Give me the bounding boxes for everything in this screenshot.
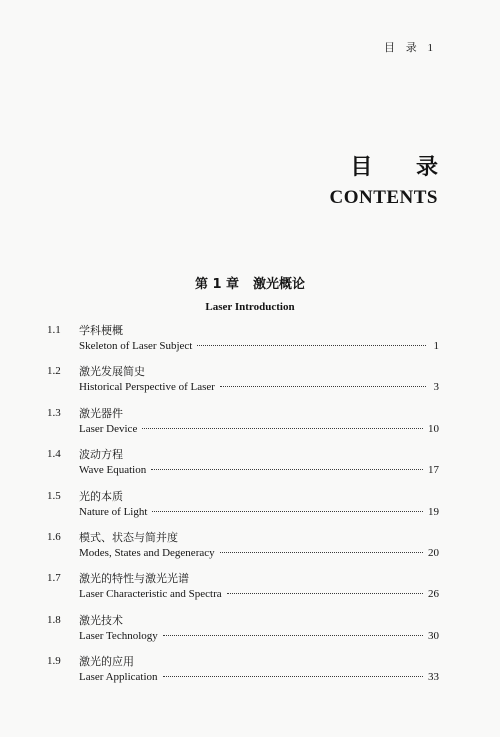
chapter-name-cn: 激光概论 <box>253 277 306 292</box>
contents-title-cn: 目 录 <box>350 155 456 180</box>
section-number: 1.8 <box>47 613 61 626</box>
toc-list <box>47 320 439 693</box>
section-title-en: Skeleton of Laser Subject <box>79 340 193 352</box>
page-number: 17 <box>428 464 439 477</box>
section-title-en: Historical Perspective of Laser <box>79 381 215 394</box>
chapter-title-cn <box>0 273 500 292</box>
toc-entry[interactable] <box>47 588 439 609</box>
contents-title-en: CONTENTS <box>329 187 438 208</box>
dot-leader <box>197 345 426 346</box>
toc-section <box>47 568 439 609</box>
section-title-en: Modes, States and Degeneracy <box>79 546 215 559</box>
section-number: 1.7 <box>47 572 61 585</box>
chapter-heading <box>0 273 500 313</box>
section-title-en: Wave Equation <box>79 464 147 477</box>
section-number: 1.2 <box>47 365 61 378</box>
section-title-cn: 激光发展简史 <box>79 365 145 379</box>
section-number: 1.5 <box>47 489 61 502</box>
section-number: 1.3 <box>47 406 61 419</box>
toc-entry[interactable] <box>47 464 439 485</box>
page-number: 30 <box>428 629 439 642</box>
contents-title-block <box>329 150 456 209</box>
toc-section <box>47 651 439 692</box>
section-title-cn: 光的本质 <box>79 489 123 503</box>
section-title-en: Laser Characteristic and Spectra <box>79 588 222 601</box>
dot-leader <box>152 511 423 512</box>
page-number: 1 <box>433 340 439 352</box>
section-title-cn: 波动方程 <box>79 448 123 462</box>
section-title-cn: 学科梗概 <box>79 324 123 337</box>
toc-entry[interactable] <box>47 423 439 444</box>
section-title-cn: 激光器件 <box>79 406 123 420</box>
page-number: 20 <box>428 546 439 559</box>
dot-leader <box>151 469 423 470</box>
chapter-title-en: Laser Introduction <box>205 301 295 313</box>
dot-leader <box>220 386 426 387</box>
section-number: 1.4 <box>47 448 61 461</box>
dot-leader <box>163 635 423 636</box>
dot-leader <box>163 676 423 677</box>
toc-section <box>47 610 439 651</box>
section-title-cn: 模式、状态与简并度 <box>79 530 178 544</box>
section-number: 1.1 <box>47 324 61 336</box>
page-number: 26 <box>428 588 439 601</box>
page-number: 19 <box>428 505 439 518</box>
dot-leader <box>220 552 423 553</box>
toc-section <box>47 486 439 527</box>
running-head: 目 录 1 <box>384 42 437 54</box>
section-title-en: Nature of Light <box>79 505 148 518</box>
dot-leader <box>227 593 423 594</box>
toc-entry[interactable] <box>47 671 439 692</box>
section-title-en: Laser Technology <box>79 629 158 642</box>
toc-section <box>47 403 439 444</box>
section-number: 1.9 <box>47 655 61 668</box>
chapter-number: 第 1 章 <box>194 277 240 292</box>
section-title-cn: 激光的应用 <box>79 655 134 669</box>
section-title-cn: 激光的特性与激光光谱 <box>79 572 189 586</box>
section-title-en: Laser Application <box>79 671 158 684</box>
toc-entry[interactable] <box>47 630 439 651</box>
page-number: 3 <box>433 381 439 394</box>
toc-section <box>47 320 439 361</box>
toc-section <box>47 527 439 568</box>
page-number: 10 <box>428 422 439 435</box>
page-number: 33 <box>428 671 439 684</box>
toc-entry[interactable] <box>47 340 439 361</box>
dot-leader <box>142 428 423 429</box>
section-title-cn: 激光技术 <box>79 613 123 627</box>
toc-section <box>47 361 439 402</box>
toc-entry[interactable] <box>47 381 439 402</box>
toc-section <box>47 444 439 485</box>
toc-entry[interactable] <box>47 547 439 568</box>
toc-entry[interactable] <box>47 506 439 527</box>
section-number: 1.6 <box>47 530 61 543</box>
section-title-en: Laser Device <box>79 422 138 435</box>
